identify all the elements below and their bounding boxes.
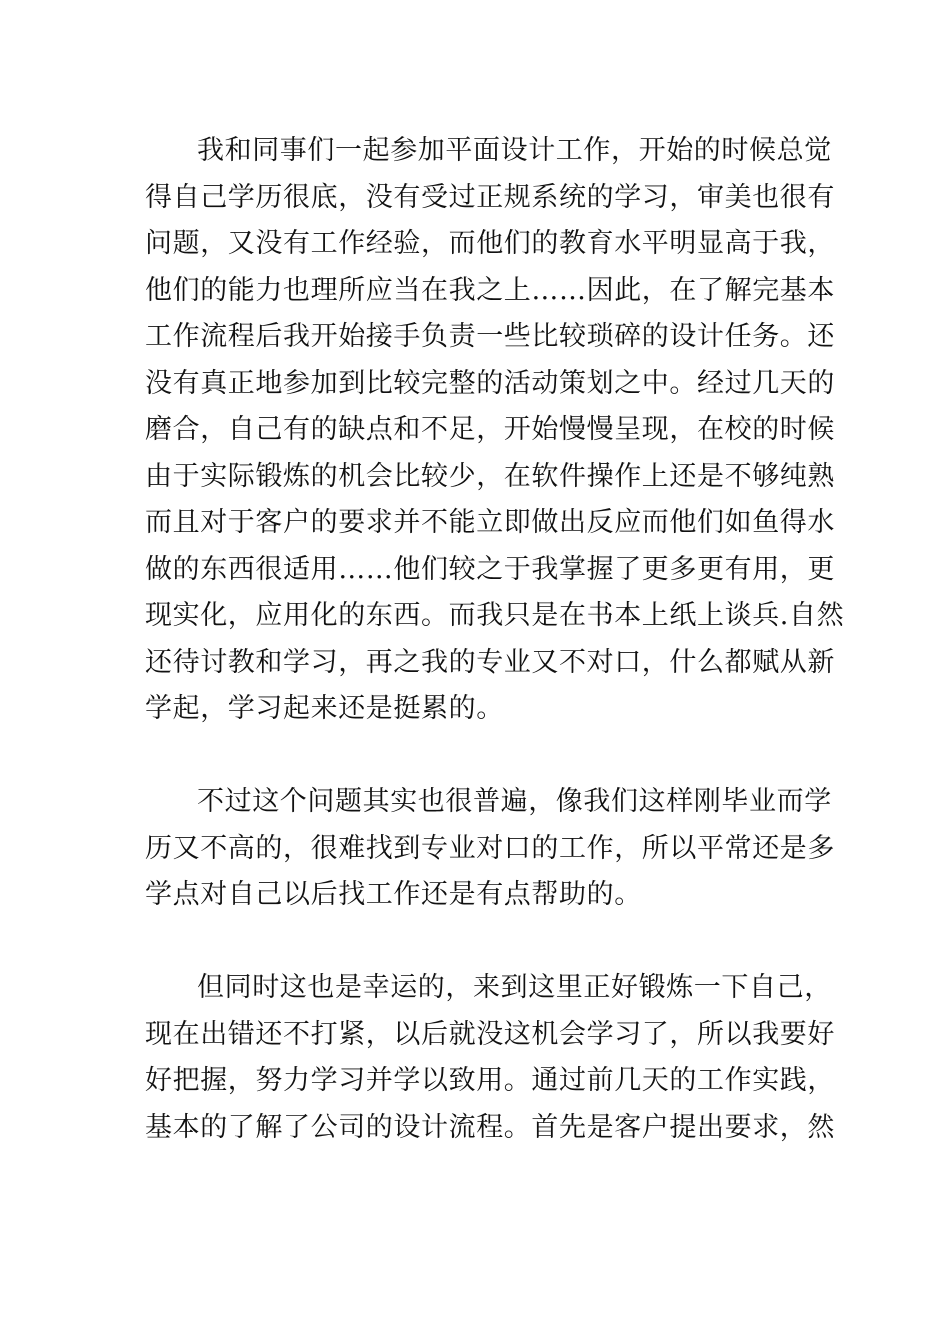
text-line: 学点对自己以后找工作还是有点帮助的。: [145, 879, 642, 910]
text-line: 而且对于客户的要求并不能立即做出反应而他们如鱼得水: [145, 507, 835, 538]
paragraph-1: [145, 128, 845, 733]
text-line: 还待讨教和学习，再之我的专业又不对口，什么都赋从新: [145, 646, 835, 678]
text-line: 得自己学历很底，没有受过正规系统的学习，审美也很有: [145, 181, 835, 213]
text-line: 我和同事们一起参加平面设计工作，开始的时候总觉: [197, 135, 832, 166]
document-body: [145, 128, 845, 1151]
text-line: 基本的了解了公司的设计流程。首先是客户提出要求，然: [145, 1111, 835, 1143]
text-line: 他们的能力也理所应当在我之上……因此，在了解完基本: [145, 274, 835, 306]
text-line: 工作流程后我开始接手负责一些比较琐碎的设计任务。还: [145, 321, 835, 352]
text-line: 做的东西很适用……他们较之于我掌握了更多更有用，更: [145, 553, 835, 585]
paragraph-3: [145, 965, 835, 1151]
text-line: 不过这个问题其实也很普遍，像我们这样刚毕业而学: [197, 786, 832, 817]
paragraph-spacer: [145, 919, 815, 966]
text-line: 现在出错还不打紧，以后就没这机会学习了，所以我要好: [145, 1018, 835, 1050]
text-line: 好把握，努力学习并学以致用。通过前几天的工作实践，: [145, 1065, 835, 1096]
text-line: 问题，又没有工作经验，而他们的教育水平明显高于我，: [145, 228, 835, 259]
text-line: 没有真正地参加到比较完整的活动策划之中。经过几天的: [145, 367, 835, 399]
text-line: 学起，学习起来还是挺累的。: [145, 693, 504, 724]
text-line: 历又不高的，很难找到专业对口的工作，所以平常还是多: [145, 832, 835, 864]
text-line: 但同时这也是幸运的，来到这里正好锻炼一下自己，: [197, 972, 832, 1003]
text-line: 现实化，应用化的东西。而我只是在书本上纸上谈兵.自然: [145, 600, 845, 631]
paragraph-spacer: [145, 733, 815, 780]
text-line: 由于实际锻炼的机会比较少，在软件操作上还是不够纯熟: [145, 460, 835, 492]
paragraph-2: [145, 779, 835, 919]
text-line: 磨合，自己有的缺点和不足，开始慢慢呈现，在校的时候: [145, 414, 835, 445]
